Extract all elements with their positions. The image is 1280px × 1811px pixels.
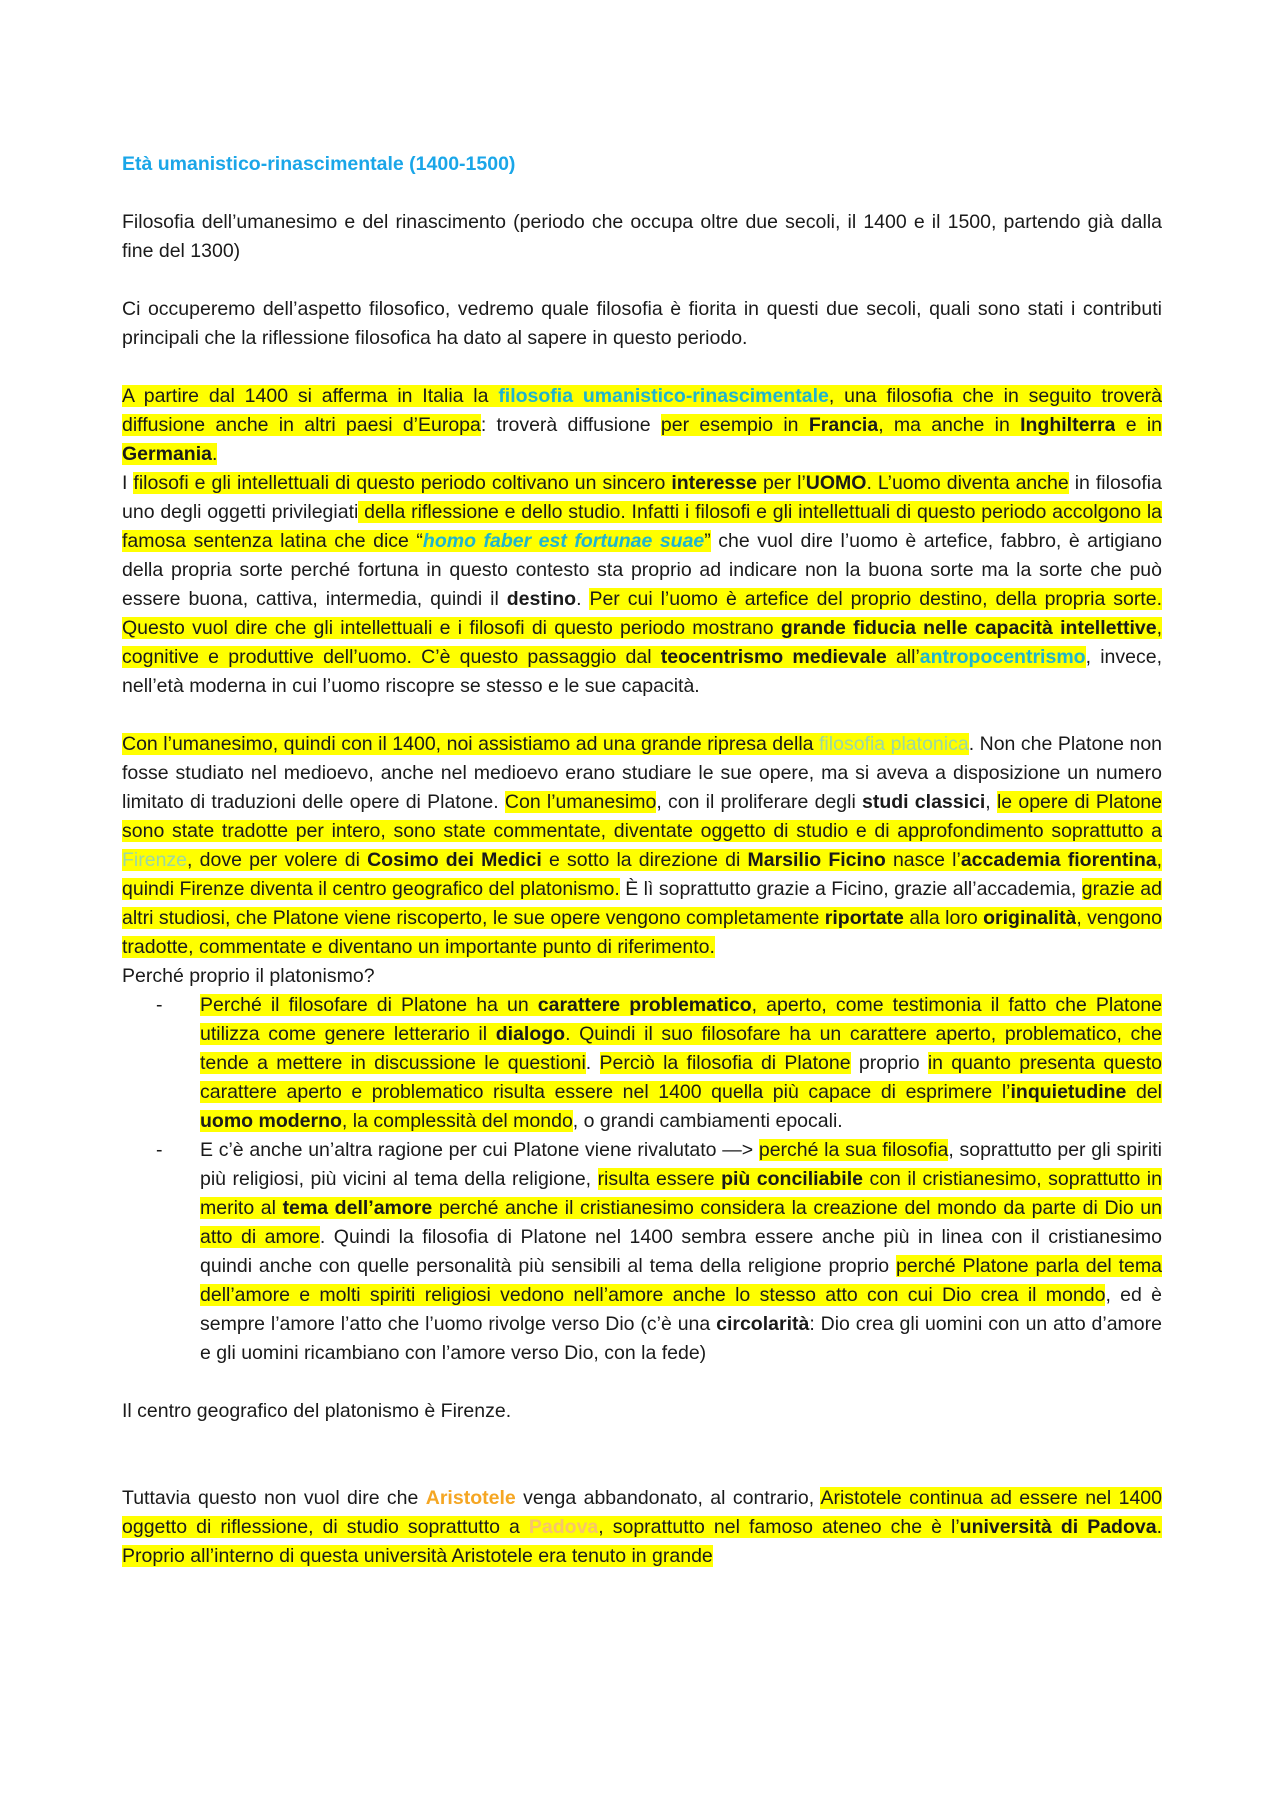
text-run: proprio <box>850 1052 928 1074</box>
text-run: filosofi e gli intellettuali di questo periodo coltivano un sincero <box>133 472 672 494</box>
bold-term: circolarità <box>716 1313 810 1335</box>
list-item <box>200 991 1162 1136</box>
text-run: Per cui l’uomo è artefice del proprio destino, della propria sorte. <box>589 588 1162 610</box>
text-run: È lì soprattutto grazie a Ficino, grazie all’accademia, <box>619 878 1082 900</box>
bold-term: uomo moderno <box>200 1110 342 1132</box>
text-run: . Proprio all’interno di questa università Aristotele era tenuto in grande <box>122 1516 1162 1567</box>
text-run: I <box>122 472 134 494</box>
text-run: ” <box>704 530 711 552</box>
text-run: per esempio in <box>660 414 809 436</box>
bold-term: Francia <box>808 414 879 436</box>
text-run: in filosofia uno degli oggetti privilegiati <box>122 472 1162 523</box>
text-run: perché anche il cristianesimo considera la creazione del mondo da parte di Dio un atto di amore <box>200 1197 1162 1248</box>
bold-term: UOMO <box>805 472 867 494</box>
bold-term: teocentrismo medievale <box>660 646 887 668</box>
text-run: perché Platone parla del tema dell’amore e molti spiriti religiosi vedono nell’amore anche lo stesso atto con cui Dio crea il mondo <box>200 1255 1162 1306</box>
text-run: Questo vuol dire che gli intellettuali e i filosofi di questo periodo mostrano <box>122 617 781 639</box>
text-run: A partire dal 1400 si afferma in Italia la <box>122 385 499 407</box>
paragraph-question: Perché proprio il platonismo? <box>122 965 375 987</box>
text-run: nasce l’ <box>885 849 961 871</box>
bold-term: più conciliabile <box>721 1168 863 1190</box>
text-run: che vuol dire l’uomo è artefice, fabbro, è artigiano della propria sorte perché fortuna in questo contesto sta proprio ad indicare non la buona sorte ma la sorte che può essere buona, cattiva, intermedia, quindi il <box>122 530 1162 610</box>
bold-term: accademia fiorentina <box>960 849 1157 871</box>
text-run: , vengono tradotte, commentate e diventano un importante punto di riferimento. <box>122 907 1163 958</box>
text-run: . <box>866 472 872 494</box>
text-run: risulta essere <box>597 1168 722 1190</box>
bold-term: studi classici <box>862 791 986 813</box>
text-run: , quindi Firenze diventa il centro geografico del platonismo. <box>122 849 1162 900</box>
bold-term: Germania <box>122 443 212 465</box>
highlight-term: filosofia platonica <box>819 733 969 755</box>
bold-term: originalità <box>983 907 1077 929</box>
text-run: C’è questo passaggio dal <box>411 646 661 668</box>
bold-term: università di Padova <box>959 1516 1157 1538</box>
list-item <box>200 1136 1162 1368</box>
highlight-term: Padova <box>528 1516 599 1538</box>
text-run: . Quindi il suo filosofare ha un carattere aperto, problematico, che tende a mettere in discussione le questioni <box>200 1023 1162 1074</box>
text-run: , soprattutto per gli spiriti più religiosi, più vicini al tema della religione, <box>200 1139 1162 1190</box>
text-run: , la complessità del mondo <box>341 1110 573 1132</box>
bold-term: dialogo <box>495 1023 566 1045</box>
bold-term: riportate <box>824 907 904 929</box>
text-run: , invece, nell’età moderna in cui l’uomo riscopre se stesso e le sue capacità. <box>122 646 1162 697</box>
text-run: Perché il filosofare di Platone ha un <box>200 994 538 1016</box>
bold-term: Marsilio Ficino <box>747 849 886 871</box>
text-run: , una filosofia che in seguito troverà diffusione anche in altri paesi d’Europa <box>122 385 1163 436</box>
bold-term: grande fiducia nelle capacità intellettive <box>780 617 1157 639</box>
bold-term: tema dell’amore <box>282 1197 433 1219</box>
text-run: con il cristianesimo, soprattutto in merito al <box>200 1168 1162 1219</box>
highlight-term: antropocentrismo <box>919 646 1086 668</box>
text-run: Con l’umanesimo, quindi con il 1400, noi assistiamo ad una grande ripresa della <box>122 733 820 755</box>
text-run: all’ <box>886 646 920 668</box>
text-run: , <box>985 791 997 813</box>
text-run: , aperto, come testimonia il fatto che Platone utilizza come genere letterario il <box>200 994 1162 1045</box>
text-run: le opere di Platone sono state tradotte per intero, sono state commentate, diventate oggetto di studio e di approfondimento soprattutto a <box>122 791 1162 842</box>
paragraph-intro: Filosofia dell’umanesimo e del rinascimento (periodo che occupa oltre due secoli, il 1400 e il 1500, partendo già dalla fine del 1300) <box>122 211 1162 262</box>
text-run: : Dio crea gli uomini con un atto d’amore e gli uomini ricambiano con l’amore verso Dio, con la fede) <box>200 1313 1162 1364</box>
text-run: questo periodo accolgono la famosa sentenza latina che dice “ <box>122 501 1162 552</box>
text-run: . Non che Platone non fosse studiato nel medioevo, anche nel medioevo erano studiare le sue opere, ma si aveva a disposizione un numero limitato di traduzioni delle opere di Platone. <box>122 733 1163 813</box>
text-run: alla loro <box>903 907 984 929</box>
text-run: grazie ad altri studiosi, che Platone viene riscoperto, le sue opere vengono completamente <box>122 878 1162 929</box>
text-run: , soprattutto nel famoso ateneo che è l’ <box>598 1516 960 1538</box>
document-page <box>122 150 1162 1571</box>
paragraph-aim: Ci occuperemo dell’aspetto filosofico, vedremo quale filosofia è fiorita in questi due secoli, quali sono stati i contributi principali che la riflessione filosofica ha dato al sapere in questo periodo. <box>122 298 1162 349</box>
bold-term: Cosimo dei Medici <box>367 849 542 871</box>
paragraph-humanism-origin <box>122 382 1162 469</box>
bold-term: inquietudine <box>1010 1081 1127 1103</box>
text-run: in quanto presenta questo carattere aperto e problematico risulta essere nel 1400 quella più capace di esprimere l’ <box>200 1052 1162 1103</box>
text-run: venga abbandonato, al contrario, <box>515 1487 821 1509</box>
latin-quote: homo faber est fortunae suae <box>422 530 705 552</box>
text-run: perché la sua filosofia <box>758 1139 949 1161</box>
text-run: : troverà diffusione <box>480 414 661 436</box>
highlight-term: filosofia umanistico-rinascimentale <box>498 385 829 407</box>
text-run: , cognitive e produttive dell’uomo. <box>122 617 1162 668</box>
text-run: , ma anche in <box>878 414 1021 436</box>
text-run: e in <box>1115 414 1163 436</box>
paragraph-aristotle <box>122 1484 1162 1571</box>
text-run: . <box>576 588 590 610</box>
paragraph-florence: Il centro geografico del platonismo è Firenze. <box>122 1400 512 1422</box>
section-title: Età umanistico-rinascimentale (1400-1500) <box>122 153 516 175</box>
text-run: Perciò la filosofia di Platone <box>599 1052 851 1074</box>
bold-term: interesse <box>671 472 757 494</box>
text-run: . Quindi la filosofia di Platone nel 1400 sembra essere anche più in linea con il cristianesimo quindi anche con quelle personalità più sensibili al tema della religione proprio <box>200 1226 1163 1277</box>
text-run: della riflessione e dello studio. Infatti i filosofi e gli intellettuali di <box>358 501 912 523</box>
text-run: Con l’umanesimo <box>504 791 657 813</box>
text-run: , ed è sempre l’amore l’atto che l’uomo rivolge verso Dio (c’è una <box>200 1284 1162 1335</box>
text-run: Aristotele continua ad essere nel 1400 oggetto di riflessione, di studio soprattutto a <box>122 1487 1163 1538</box>
text-run: Tuttavia questo non vuol dire che <box>122 1487 426 1509</box>
text-run: . <box>585 1052 600 1074</box>
reasons-list <box>122 991 1162 1368</box>
text-run: , con il proliferare degli <box>656 791 862 813</box>
text-run: . <box>211 443 218 465</box>
bold-term: destino <box>506 588 577 610</box>
text-run: del <box>1126 1081 1162 1103</box>
paragraph-anthropocentrism <box>122 469 1162 701</box>
text-run: E c’è anche un’altra ragione per cui Platone viene rivalutato —> <box>200 1139 759 1161</box>
text-run: e sotto la direzione di <box>541 849 748 871</box>
text-run: per l’ <box>756 472 806 494</box>
bold-term: carattere problematico <box>537 994 752 1016</box>
highlight-term: Firenze <box>122 849 188 871</box>
text-run: , o grandi cambiamenti epocali. <box>572 1110 843 1132</box>
paragraph-platonism <box>122 730 1162 962</box>
highlight-term: Aristotele <box>425 1487 516 1509</box>
text-run: L’uomo diventa anche <box>871 472 1069 494</box>
bold-term: Inghilterra <box>1020 414 1116 436</box>
text-run: , dove per volere di <box>187 849 368 871</box>
